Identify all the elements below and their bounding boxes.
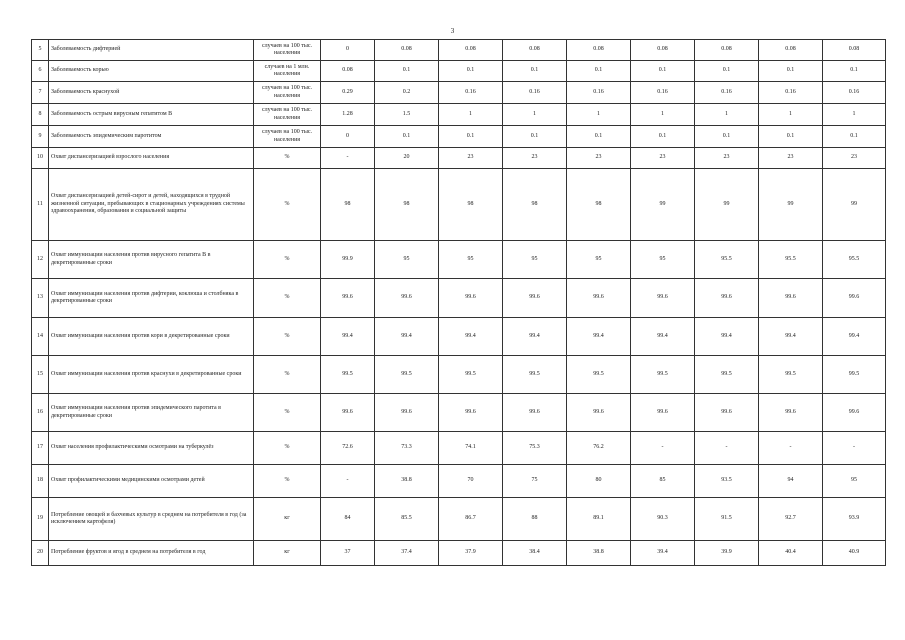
unit-cell: % [254,465,321,498]
value-cell: 23 [695,148,759,169]
row-number: 13 [32,279,49,318]
indicator-name: Заболеваемость острым вирусным гепатитом В [49,104,254,126]
value-cell: - [631,432,695,465]
value-cell: 37.4 [375,541,439,566]
value-cell: 95 [567,241,631,279]
value-cell: 0.1 [567,126,631,148]
value-cell: 99.6 [321,279,375,318]
value-cell: 0.1 [759,126,823,148]
value-cell: 99.6 [759,279,823,318]
value-cell: 0.1 [503,61,567,82]
value-cell: 99.4 [567,318,631,356]
table-row [32,169,886,241]
value-cell: 23 [567,148,631,169]
value-cell: 92.7 [759,498,823,541]
value-cell: - [321,465,375,498]
table-row [32,498,886,541]
value-cell: 99.6 [695,279,759,318]
value-cell: 95 [631,241,695,279]
value-cell: 99.6 [503,279,567,318]
value-cell: 0.08 [321,61,375,82]
value-cell: 74.1 [439,432,503,465]
value-cell: 93.9 [823,498,886,541]
value-cell: 73.3 [375,432,439,465]
value-cell: 99.4 [503,318,567,356]
value-cell: 0.1 [823,126,886,148]
value-cell: 0.08 [503,40,567,61]
value-cell: 99.4 [321,318,375,356]
value-cell: 98 [321,169,375,241]
unit-cell: % [254,241,321,279]
value-cell: 99.6 [375,279,439,318]
value-cell: - [759,432,823,465]
indicators-table [31,39,886,566]
value-cell: 80 [567,465,631,498]
value-cell: 99.6 [321,394,375,432]
table-row [32,465,886,498]
value-cell: 0.1 [375,61,439,82]
value-cell: 95 [375,241,439,279]
value-cell: 23 [503,148,567,169]
row-number: 20 [32,541,49,566]
value-cell: 37.9 [439,541,503,566]
unit-cell: кг [254,541,321,566]
value-cell: 94 [759,465,823,498]
value-cell: 99.6 [375,394,439,432]
value-cell: 1 [759,104,823,126]
value-cell: 99.5 [503,356,567,394]
unit-cell: % [254,148,321,169]
table-row [32,82,886,104]
value-cell: 99.4 [439,318,503,356]
value-cell: 38.8 [567,541,631,566]
value-cell: 95.5 [759,241,823,279]
value-cell: 23 [823,148,886,169]
page-number: 3 [450,27,455,35]
value-cell: 98 [439,169,503,241]
unit-cell: % [254,169,321,241]
value-cell: 90.3 [631,498,695,541]
table-row [32,241,886,279]
value-cell: 99.6 [823,394,886,432]
row-number: 15 [32,356,49,394]
row-number: 16 [32,394,49,432]
value-cell: 0 [321,40,375,61]
value-cell: 89.1 [567,498,631,541]
value-cell: 98 [567,169,631,241]
indicator-name: Охват диспансеризацией взрослого населения [49,148,254,169]
value-cell: 99 [823,169,886,241]
unit-cell: случаев на 100 тыс. населения [254,82,321,104]
value-cell: 95 [439,241,503,279]
indicator-name: Охват иммунизации населения против эпидемического паротита в декретированные сроки [49,394,254,432]
table-row [32,356,886,394]
value-cell: 0.16 [695,82,759,104]
value-cell: 84 [321,498,375,541]
indicator-name: Заболеваемость дифтерией [49,40,254,61]
value-cell: 0.16 [439,82,503,104]
value-cell: 99 [695,169,759,241]
value-cell: 99.4 [375,318,439,356]
unit-cell: % [254,432,321,465]
value-cell: 0.08 [375,40,439,61]
value-cell: 0 [321,126,375,148]
row-number: 10 [32,148,49,169]
table-row [32,279,886,318]
value-cell: 95 [823,465,886,498]
value-cell: 0.08 [631,40,695,61]
unit-cell: случаев на 100 тыс. населения [254,104,321,126]
value-cell: - [823,432,886,465]
value-cell: 99.5 [567,356,631,394]
value-cell: 93.5 [695,465,759,498]
value-cell: 99.4 [631,318,695,356]
value-cell: 75 [503,465,567,498]
table-row [32,318,886,356]
value-cell: 1 [695,104,759,126]
value-cell: 1.5 [375,104,439,126]
unit-cell: кг [254,498,321,541]
value-cell: 99.6 [567,279,631,318]
row-number: 7 [32,82,49,104]
value-cell: 99.5 [439,356,503,394]
value-cell: - [695,432,759,465]
unit-cell: % [254,394,321,432]
value-cell: 99.4 [695,318,759,356]
value-cell: 99.6 [823,279,886,318]
value-cell: 40.4 [759,541,823,566]
table-row [32,40,886,61]
value-cell: 0.1 [823,61,886,82]
value-cell: 99 [631,169,695,241]
value-cell: 0.08 [823,40,886,61]
value-cell: 0.1 [439,61,503,82]
value-cell: 99.5 [321,356,375,394]
value-cell: 40.9 [823,541,886,566]
value-cell: 0.1 [439,126,503,148]
value-cell: 0.08 [439,40,503,61]
value-cell: 20 [375,148,439,169]
indicator-name: Охват иммунизации населения против вирусного гепатита В в декретированные сроки [49,241,254,279]
value-cell: 99.6 [439,279,503,318]
indicator-name: Охват иммунизации населения против краснухи в декретированные сроки [49,356,254,394]
value-cell: 99.4 [823,318,886,356]
value-cell: 99.6 [759,394,823,432]
value-cell: 99.5 [695,356,759,394]
indicator-name: Заболеваемость корью [49,61,254,82]
value-cell: 99.5 [823,356,886,394]
value-cell: 99.9 [321,241,375,279]
value-cell: 99 [759,169,823,241]
row-number: 6 [32,61,49,82]
value-cell: 0.08 [695,40,759,61]
value-cell: 1 [823,104,886,126]
unit-cell: случаев на 1 млн. населения [254,61,321,82]
table-row [32,432,886,465]
value-cell: 23 [439,148,503,169]
value-cell: 99.5 [631,356,695,394]
value-cell: 99.6 [439,394,503,432]
value-cell: 99.6 [631,279,695,318]
value-cell: 0.1 [695,61,759,82]
value-cell: 0.1 [759,61,823,82]
value-cell: 1 [631,104,695,126]
value-cell: 76.2 [567,432,631,465]
indicator-name: Охват населения профилактическими осмотрами на туберкулёз [49,432,254,465]
value-cell: 95.5 [695,241,759,279]
value-cell: 99.5 [759,356,823,394]
row-number: 17 [32,432,49,465]
table-row [32,541,886,566]
value-cell: 23 [759,148,823,169]
indicator-name: Заболеваемость краснухой [49,82,254,104]
value-cell: 95.5 [823,241,886,279]
value-cell: 88 [503,498,567,541]
indicator-name: Охват диспансеризацией детей-сирот и детей, находящихся в трудной жизненной ситуации, пребывающих в стационарных учреждениях системы здравоохранения, образования и социальной защиты [49,169,254,241]
indicator-name: Охват иммунизации населения против кори в декретированные сроки [49,318,254,356]
value-cell: 0.1 [631,61,695,82]
unit-cell: % [254,356,321,394]
unit-cell: % [254,318,321,356]
value-cell: 1 [503,104,567,126]
value-cell: 91.5 [695,498,759,541]
value-cell: 70 [439,465,503,498]
value-cell: 85 [631,465,695,498]
row-number: 19 [32,498,49,541]
value-cell: 72.6 [321,432,375,465]
value-cell: - [321,148,375,169]
table-row [32,61,886,82]
value-cell: 99.4 [759,318,823,356]
value-cell: 99.6 [503,394,567,432]
row-number: 9 [32,126,49,148]
indicator-name: Заболеваемость эпидемическим паротитом [49,126,254,148]
value-cell: 0.16 [759,82,823,104]
unit-cell: % [254,279,321,318]
value-cell: 75.3 [503,432,567,465]
value-cell: 39.4 [631,541,695,566]
indicator-name: Охват профилактическими медицинскими осмотрами детей [49,465,254,498]
value-cell: 99.6 [695,394,759,432]
unit-cell: случаев на 100 тыс. населения [254,40,321,61]
value-cell: 99.5 [375,356,439,394]
value-cell: 1.28 [321,104,375,126]
value-cell: 0.1 [503,126,567,148]
value-cell: 1 [439,104,503,126]
value-cell: 1 [567,104,631,126]
value-cell: 38.4 [503,541,567,566]
value-cell: 0.16 [567,82,631,104]
value-cell: 0.16 [823,82,886,104]
value-cell: 0.1 [631,126,695,148]
value-cell: 0.29 [321,82,375,104]
indicator-name: Охват иммунизации населения против дифтерии, коклюша и столбняка в декретированные сроки [49,279,254,318]
row-number: 11 [32,169,49,241]
row-number: 12 [32,241,49,279]
row-number: 14 [32,318,49,356]
value-cell: 0.1 [375,126,439,148]
indicator-name: Потребление фруктов и ягод в среднем на потребителя в год [49,541,254,566]
value-cell: 0.16 [503,82,567,104]
row-number: 8 [32,104,49,126]
value-cell: 0.1 [567,61,631,82]
row-number: 5 [32,40,49,61]
table-row [32,394,886,432]
table-row [32,148,886,169]
row-number: 18 [32,465,49,498]
value-cell: 0.08 [567,40,631,61]
value-cell: 85.5 [375,498,439,541]
value-cell: 39.9 [695,541,759,566]
value-cell: 23 [631,148,695,169]
unit-cell: случаев на 100 тыс. населения [254,126,321,148]
indicator-name: Потребление овощей и бахчевых культур в среднем на потребителя в год (за исключением картофеля) [49,498,254,541]
value-cell: 99.6 [631,394,695,432]
value-cell: 0.08 [759,40,823,61]
value-cell: 98 [503,169,567,241]
value-cell: 37 [321,541,375,566]
value-cell: 98 [375,169,439,241]
value-cell: 99.6 [567,394,631,432]
value-cell: 38.8 [375,465,439,498]
table-row [32,104,886,126]
value-cell: 0.2 [375,82,439,104]
value-cell: 0.16 [631,82,695,104]
value-cell: 95 [503,241,567,279]
value-cell: 0.1 [695,126,759,148]
table-row [32,126,886,148]
value-cell: 86.7 [439,498,503,541]
